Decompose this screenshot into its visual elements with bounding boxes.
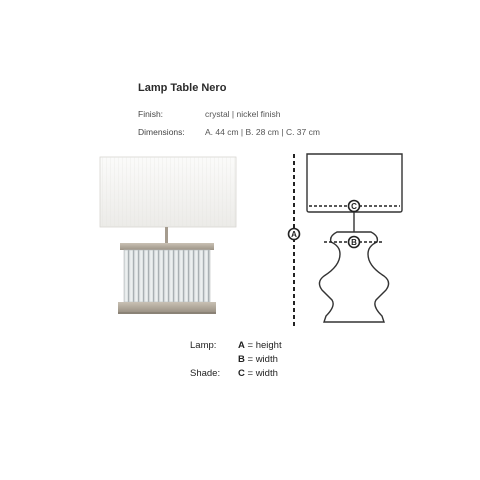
- lamp-stem: [165, 227, 168, 243]
- lamp-crystal-body: [124, 250, 210, 302]
- legend-row-c: C = width: [238, 368, 278, 379]
- marker-a: [289, 229, 300, 240]
- product-photo: [98, 155, 238, 325]
- dimensions-value: A. 44 cm | B. 28 cm | C. 37 cm: [205, 127, 320, 137]
- legend-lamp-label: Lamp:: [190, 340, 217, 351]
- marker-c: [349, 201, 360, 212]
- lamp-top-plate: [120, 243, 214, 250]
- finish-value: crystal | nickel finish: [205, 109, 281, 119]
- legend-row-a: A = height: [238, 340, 282, 351]
- svg-text:B: B: [351, 238, 357, 247]
- svg-text:A: A: [291, 230, 297, 239]
- legend-row-b: B = width: [238, 354, 278, 365]
- dimension-diagram: [282, 150, 412, 330]
- finish-label: Finish:: [138, 109, 164, 119]
- product-title: Lamp Table Nero: [138, 82, 227, 94]
- lamp-base: [118, 302, 216, 312]
- svg-text:C: C: [351, 202, 357, 211]
- dimensions-label: Dimensions:: [138, 127, 185, 137]
- marker-b: [349, 237, 360, 248]
- legend-shade-label: Shade:: [190, 368, 221, 379]
